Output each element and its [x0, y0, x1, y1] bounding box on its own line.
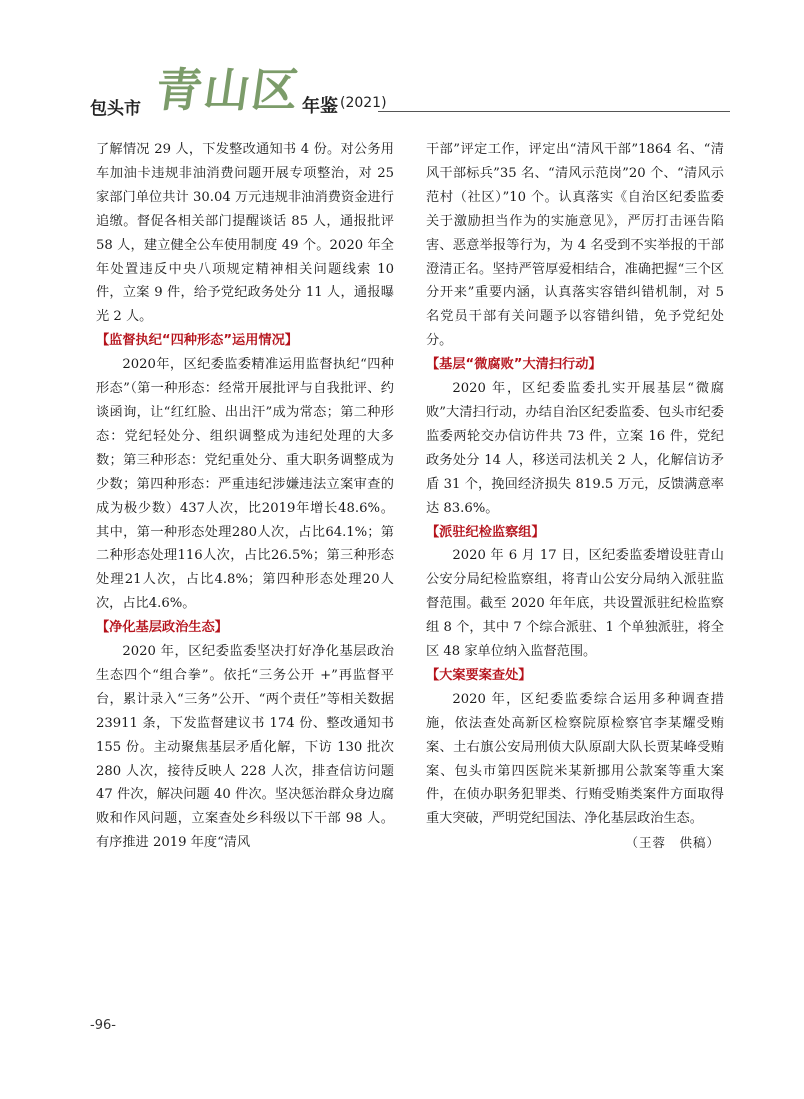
section-heading: 【监督执纪“四种形态”运用情况】 [96, 333, 298, 349]
header-city: 包头市 [90, 99, 141, 119]
header-brand-logo: 青山区 [152, 63, 304, 117]
page-number: -96- [90, 1018, 116, 1033]
section-heading: 【净化基层政治生态】 [96, 620, 228, 636]
author-credit: （王蓉 供稿） [625, 835, 720, 851]
right-column [426, 138, 724, 855]
paragraph: 2020年，区纪委监委精准运用监督执纪“四种形态”（第一种形态：经常开展批评与自我批评、约谈函询，让“红红脸、出出汗”成为常态；第二种形态：党纪轻处分、组织调整成为违纪处理的大多数；第三种形态：党纪重处分、重大职务调整成为少数；第四种形态：严重违纪涉嫌违法立案审查的成为极少数）437人次，比2019年增长48.6%。其中，第一种形态处理280人次，占比64.1%；第二种形态处理116人次，占比26.5%；第三种形态处理21人次，占比4.8%；第四种形态处理20人次，占比4.6%。 [96, 357, 394, 612]
paragraph: 了解情况 29 人，下发整改通知书 4 份。对公务用车加油卡违规非油消费问题开展专项整治，对 25 家部门单位共计 30.04 万元违规非油消费资金进行追缴。督促各相关部门提醒谈话 85 人，通报批评 58 人，建立健全公车使用制度 49 个。2020 年全年处置违反中央八项规定精神相关问题线索 10 件，立案 9 件，给予党纪政务处分 11 人，通报曝光 2 人。 [96, 142, 394, 325]
paragraph: 2020 年，区纪委监委坚决打好净化基层政治生态四个“组合拳”。依托“三务公开 +”再监督平台，累计录入“三务”公开、“两个责任”等相关数据 23911 条，下发监督建议书 174 份、整改通知书 155 份。主动聚焦基层矛盾化解，下访 130 批次 280 人次，接待反映人 228 人次，排查信访问题 47 件次，解决问题 40 件次。坚决惩治群众身边腐败和作风问题，立案查处乡科级以下干部 98 人。有序推进 2019 年度“清风 [96, 644, 394, 851]
paragraph: 干部”评定工作，评定出“清风干部”1864 名、“清风干部标兵”35 名、“清风示范岗”20 个、“清风示范村（社区）”10 个。认真落实《自治区纪委监委关于激励担当作为的实施意见》，严厉打击诬告陷害、恶意举报等行为，为 4 名受到不实举报的干部澄清正名。坚持严管厚爱相结合，准确把握“三个区分开来”重要内涵，认真落实容错纠错机制，对 5 名党员干部有关问题予以容错纠错，免予党纪处分。 [426, 142, 724, 349]
paragraph: 2020 年，区纪委监委综合运用多种调查措施，依法查处高新区检察院原检察官李某耀受贿案、土右旗公安局刑侦大队原副大队长贾某峰受贿案、包头市第四医院米某新挪用公款案等重大案件，在侦办职务犯罪类、行贿受贿类案件方面取得重大突破，严明党纪国法、净化基层政治生态。 [426, 691, 724, 827]
section-heading: 【大案要案查处】 [426, 667, 532, 683]
section-heading: 【派驻纪检监察组】 [426, 524, 545, 540]
left-column [96, 138, 394, 855]
section-heading: 【基层“微腐败”大清扫行动】 [426, 357, 602, 373]
running-header [90, 62, 730, 122]
header-year: (2021) [340, 95, 387, 111]
paragraph: 2020 年 6 月 17 日，区纪委监委增设驻青山公安分局纪检监察组，将青山公安分局纳入派驻监督范围。截至 2020 年年底，共设置派驻纪检监察组 8 个，其中 7 个综合派驻、1 个单独派驻，将全区 48 家单位纳入监督范围。 [426, 548, 724, 660]
paragraph: 2020 年，区纪委监委扎实开展基层“微腐败”大清扫行动，办结自治区纪委监委、包头市纪委监委两轮交办信访件共 73 件，立案 16 件，党纪政务处分 14 人，移送司法机关 2 人，化解信访矛盾 31 个，挽回经济损失 819.5 万元，反馈满意率达 83.6%。 [426, 381, 724, 516]
header-book-title: 年鉴 [302, 96, 338, 117]
header-rule [378, 111, 730, 112]
